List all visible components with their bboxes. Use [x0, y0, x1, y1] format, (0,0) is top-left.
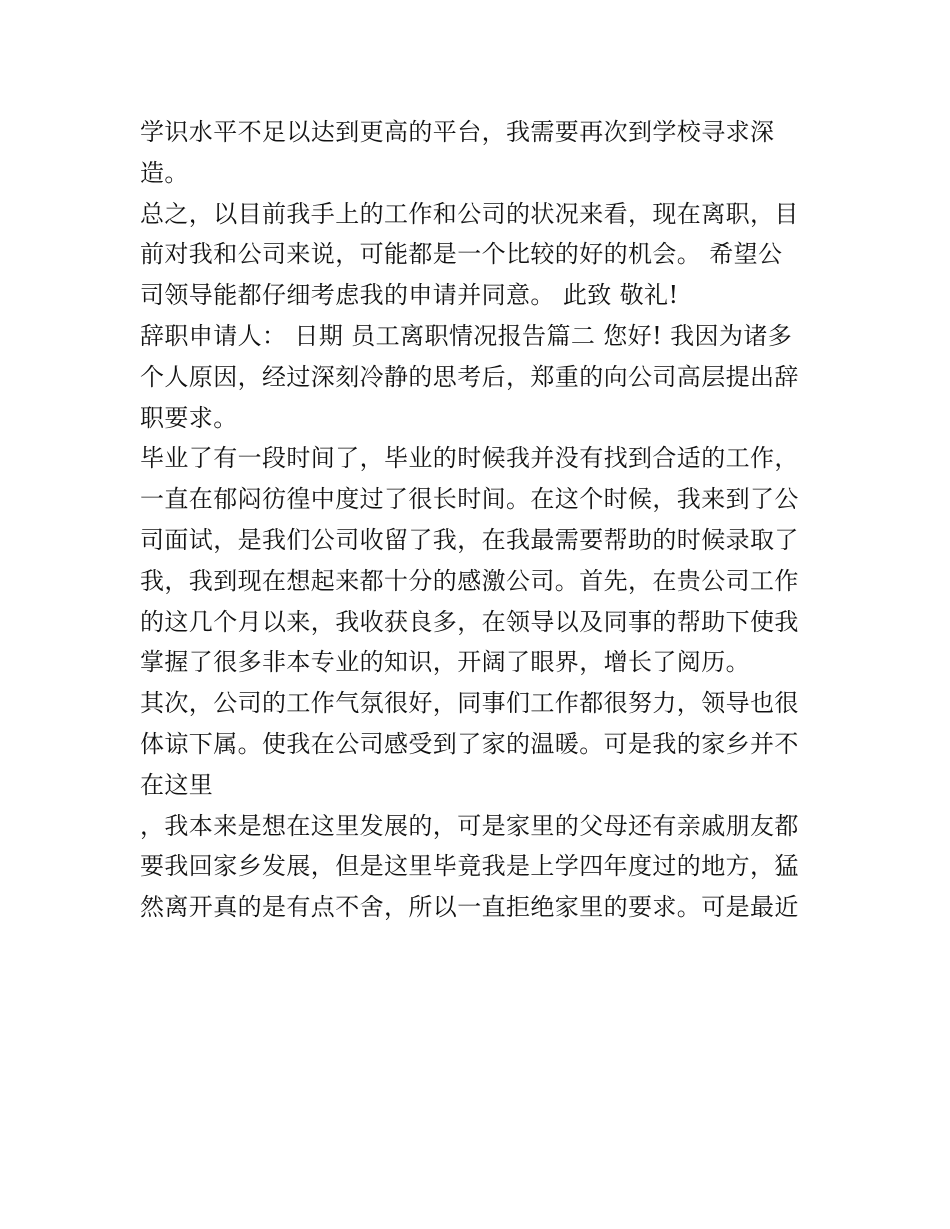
text-line: 职要求。 — [140, 403, 238, 432]
text-line: 然离开真的是有点不舍，所以一直拒绝家里的要求。可是最近 — [140, 893, 799, 922]
paragraph-4 — [140, 438, 820, 683]
document-body — [140, 112, 820, 928]
text-line: 体谅下属。使我在公司感受到了家的温暖。可是我的家乡并不 — [140, 729, 799, 758]
text-line: 造。 — [140, 158, 189, 187]
text-line: 在这里 — [140, 770, 214, 799]
text-line: 总之，以目前我手上的工作和公司的状况来看，现在离职，目 — [140, 199, 799, 228]
paragraph-2 — [140, 194, 820, 316]
text-line: 司面试，是我们公司收留了我，在我最需要帮助的时候录取了 — [140, 525, 799, 554]
text-line: 的这几个月以来，我收获良多，在领导以及同事的帮助下使我 — [140, 607, 799, 636]
paragraph-3 — [140, 316, 820, 438]
text-line: 要我回家乡发展，但是这里毕竟我是上学四年度过的地方，猛 — [140, 852, 799, 881]
text-line: 掌握了很多非本专业的知识，开阔了眼界，增长了阅历。 — [140, 648, 750, 677]
paragraph-6 — [140, 806, 820, 928]
text-line: 司领导能都仔细考虑我的申请并同意。 此致 敬礼! — [140, 281, 679, 310]
text-line: 毕业了有一段时间了，毕业的时候我并没有找到合适的工作， — [140, 444, 799, 473]
text-line: 个人原因，经过深刻冷静的思考后，郑重的向公司高层提出辞 — [140, 362, 799, 391]
text-line: 学识水平不足以达到更高的平台，我需要再次到学校寻求深 — [140, 118, 775, 146]
paragraph-5 — [140, 683, 820, 805]
text-line: 前对我和公司来说，可能都是一个比较的好的机会。 希望公 — [140, 240, 783, 269]
text-line: ，我本来是想在这里发展的，可是家里的父母还有亲戚朋友都 — [140, 811, 799, 840]
text-line: 其次，公司的工作气氛很好，同事们工作都很努力，领导也很 — [140, 689, 799, 718]
text-line: 一直在郁闷彷徨中度过了很长时间。在这个时候，我来到了公 — [140, 485, 799, 514]
text-line: 我，我到现在想起来都十分的感激公司。首先，在贵公司工作 — [140, 566, 799, 595]
paragraph-1 — [140, 112, 820, 194]
text-line: 辞职申请人： 日期 员工离职情况报告篇二 您好! 我因为诸多 — [140, 321, 793, 350]
